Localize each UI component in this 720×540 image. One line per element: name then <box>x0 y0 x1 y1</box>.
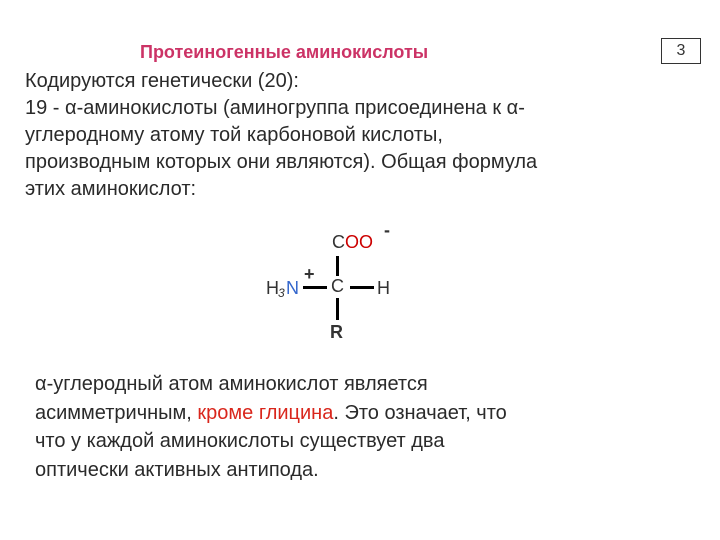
conclusion-line-2 <box>35 399 635 428</box>
carboxyl-oxygens: OO <box>345 232 374 252</box>
bond-amino <box>303 286 327 289</box>
intro-line-1: Кодируются генетически (20): <box>25 70 299 92</box>
bond-hydrogen <box>350 286 374 289</box>
amino-acid-formula <box>240 218 440 348</box>
amino-subscript: 3 <box>278 286 285 300</box>
intro-line-2: 19 - α-аминокислоты (аминогруппа присоединена к α- <box>25 97 525 119</box>
carboxyl-charge: - <box>384 220 390 240</box>
intro-text <box>25 68 665 203</box>
intro-line-4: производным которых они являются). Общая формула <box>25 151 538 173</box>
glycine-exception-highlight: кроме глицина <box>197 401 334 424</box>
intro-line-3: углеродному атому той карбоновой кислоты, <box>25 124 443 146</box>
page-number: 3 <box>676 42 686 59</box>
slide-title: Протеиногенные аминокислоты <box>140 42 429 62</box>
conclusion-line-2-end: . Это означает, что <box>333 401 507 424</box>
carboxyl-carbon: C <box>332 232 345 252</box>
conclusion-line-1: α-углеродный атом аминокислот является <box>35 373 428 395</box>
bond-radical <box>336 298 339 320</box>
amino-hydrogen: H <box>266 278 279 298</box>
alpha-hydrogen: H <box>377 278 390 298</box>
amino-charge: + <box>304 264 315 284</box>
intro-line-5: этих аминокислот: <box>25 178 197 200</box>
radical-r: R <box>330 322 343 342</box>
conclusion-text <box>35 370 635 484</box>
alpha-carbon: C <box>331 276 344 296</box>
page-number-box <box>661 38 701 64</box>
bond-carboxyl <box>336 256 339 276</box>
amino-nitrogen: N <box>286 278 299 298</box>
conclusion-line-3: что у каждой аминокислоты существует два <box>35 430 445 452</box>
conclusion-line-4: оптически активных антипода. <box>35 458 319 481</box>
conclusion-line-2-start: асимметричным, <box>35 401 198 424</box>
